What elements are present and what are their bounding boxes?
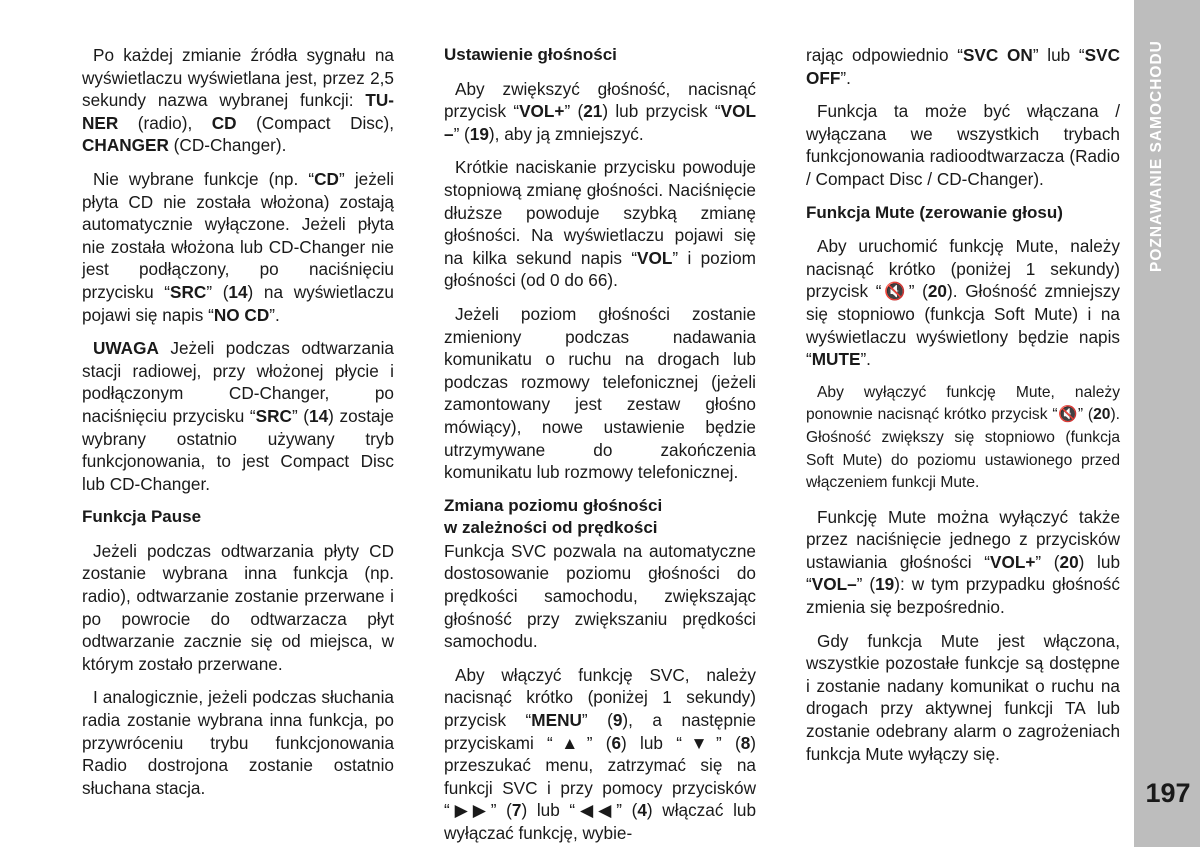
mute-icon: 🔇 bbox=[881, 281, 909, 302]
paragraph-svc-options: rając odpowiednio “SVC ON” lub “SVC OFF”. bbox=[806, 45, 1120, 88]
paragraph-svc-enable: Aby włączyć funkcję SVC, należy nacisnąć krótko (poniżej 1 sekundy) przycisk “MENU” (9), a następnie przyciskami “▲” (6) lub “▼” (8) przeszukać menu, zatrzymać się na funkcji SVC i przy pomocy przycisków “▶▶” (7) lub “◀◀” (4) włączać lub wyłączać funkcję, wybie- bbox=[444, 664, 757, 843]
mute-icon: 🔇 bbox=[1057, 406, 1078, 424]
text-column-2 bbox=[444, 44, 756, 856]
text-column-1 bbox=[82, 44, 394, 810]
paragraph-pause-cd: Jeżeli podczas odtwarzania płyty CD zostanie wybrana inna funkcja (np. radio), odtwarzanie zostanie przerwane i po powrocie do odtwarzacza płyt odtwarzanie zacznie się od miejsca, w którym zostało przerwane. bbox=[82, 540, 394, 674]
paragraph-svc-modes: Funkcja ta może być włączana / wyłączana we wszystkich trybach funkcjonowania radioodtwarzacza (Radio / Compact Disc / CD-Changer). bbox=[806, 101, 1120, 189]
paragraph-pause-radio: I analogicznie, jeżeli podczas słuchania radia zostanie wybrana inna funkcja, po przywróceniu trybu funkcjonowania Radio dostrojona zostanie ostatnio słuchana stacja. bbox=[82, 687, 394, 798]
paragraph-volume-press: Krótkie naciskanie przycisku powoduje stopniową zmianę głośności. Naciśnięcie dłuższe powoduje szybką zmianę głośności. Na wyświetlaczu pojawi się na kilka sekund napis “VOL” i poziom głośności (od 0 do 66). bbox=[444, 157, 756, 291]
paragraph-mute-disable: Aby wyłączyć funkcję Mute, należy ponownie nacisnąć krótko przycisk “🔇” (20). Głośność zwiększy się stopniowo (funkcja Soft Mute) do poziomu ustawionego przed włączeniem funkcji Mute. bbox=[806, 383, 1121, 492]
section-side-tab-label: POZNAWANIE SAMOCHODU bbox=[1148, 40, 1165, 272]
heading-volume-setting: Ustawienie głośności bbox=[444, 45, 617, 64]
paragraph-mute-active: Gdy funkcja Mute jest włączona, wszystkie pozostałe funkcje są dostępne i zostanie nadany komunikat o ruchu na drogach przy aktywnej funkcji TA lub zostanie odebrany alarm o zagrożeniach funkcja Mute wyłączy się. bbox=[806, 630, 1120, 764]
paragraph-svc-description: Funkcja SVC pozwala na automatyczne dostosowanie poziomu głośności do prędkości samochodu, zwiększając głośność przy zwiększaniu prędkości samochodu. bbox=[444, 540, 756, 652]
paragraph-source-change: Po każdej zmianie źródła sygnału na wyświetlaczu wyświetlana jest, przez 2,5 sekundy nazwa wybranej funkcji: TU-NER (radio), CD (Compact Disc), CHANGER (CD-Changer). bbox=[82, 45, 394, 156]
paragraph-warning: UWAGA Jeżeli podczas odtwarzania stacji radiowej, przy włożonej płycie i podłączonym CD-Changer, po naciśnięciu przycisku “SRC” (14) zostaje wybrany ostatnio używany tryb funkcjonowania, to jest Compact Disc lub CD-Changer. bbox=[82, 338, 394, 494]
page-number: 197 bbox=[1145, 778, 1191, 808]
paragraph-volume-buttons: Aby zwiększyć głośność, nacisnąć przycisk “VOL+” (21) lub przycisk “VOL –” (19), aby ją zmniejszyć. bbox=[444, 78, 757, 144]
heading-mute-function: Funkcja Mute (zerowanie głosu) bbox=[806, 202, 1063, 222]
text-column-3 bbox=[806, 44, 1120, 776]
paragraph-unselected-functions: Nie wybrane funkcje (np. “CD” jeżeli płyta CD nie została włożona) zostają automatycznie wyłączone. Jeżeli płyta nie została włożona lub CD-Changer nie jest podłączony, po naciśnięciu przycisku “SRC” (14) na wyświetlaczu pojawi się napis “NO CD”. bbox=[82, 168, 395, 325]
paragraph-mute-enable: Aby uruchomić funkcję Mute, należy nacisnąć krótko (poniżej 1 sekundy) przycisk “🔇” (20). Głośność zmniejszy się stopniowo (funkcja Soft Mute) i na wyświetlaczu wyświetlony będzie napis “MUTE”. bbox=[806, 236, 1120, 370]
heading-speed-volume: Zmiana poziomu głośności w zależności od prędkości bbox=[444, 495, 663, 538]
paragraph-volume-traffic: Jeżeli poziom głośności zostanie zmieniony podczas nadawania komunikatu o ruchu na drogach lub podczas rozmowy telefonicznej (jeżeli zamontowany jest zestaw głośno mówiący), nowe ustawienie będzie utrzymywane do zakończenia komunikatu lub rozmowy telefonicznej. bbox=[444, 303, 756, 483]
heading-pause-function: Funkcja Pause bbox=[82, 507, 202, 527]
paragraph-mute-volume-buttons: Funkcję Mute można wyłączyć także przez naciśnięcie jednego z przycisków ustawiania głośności “VOL+” (20) lub “VOL–” (19): w tym przypadku głośność zmienia się bezpośrednio. bbox=[806, 506, 1120, 618]
